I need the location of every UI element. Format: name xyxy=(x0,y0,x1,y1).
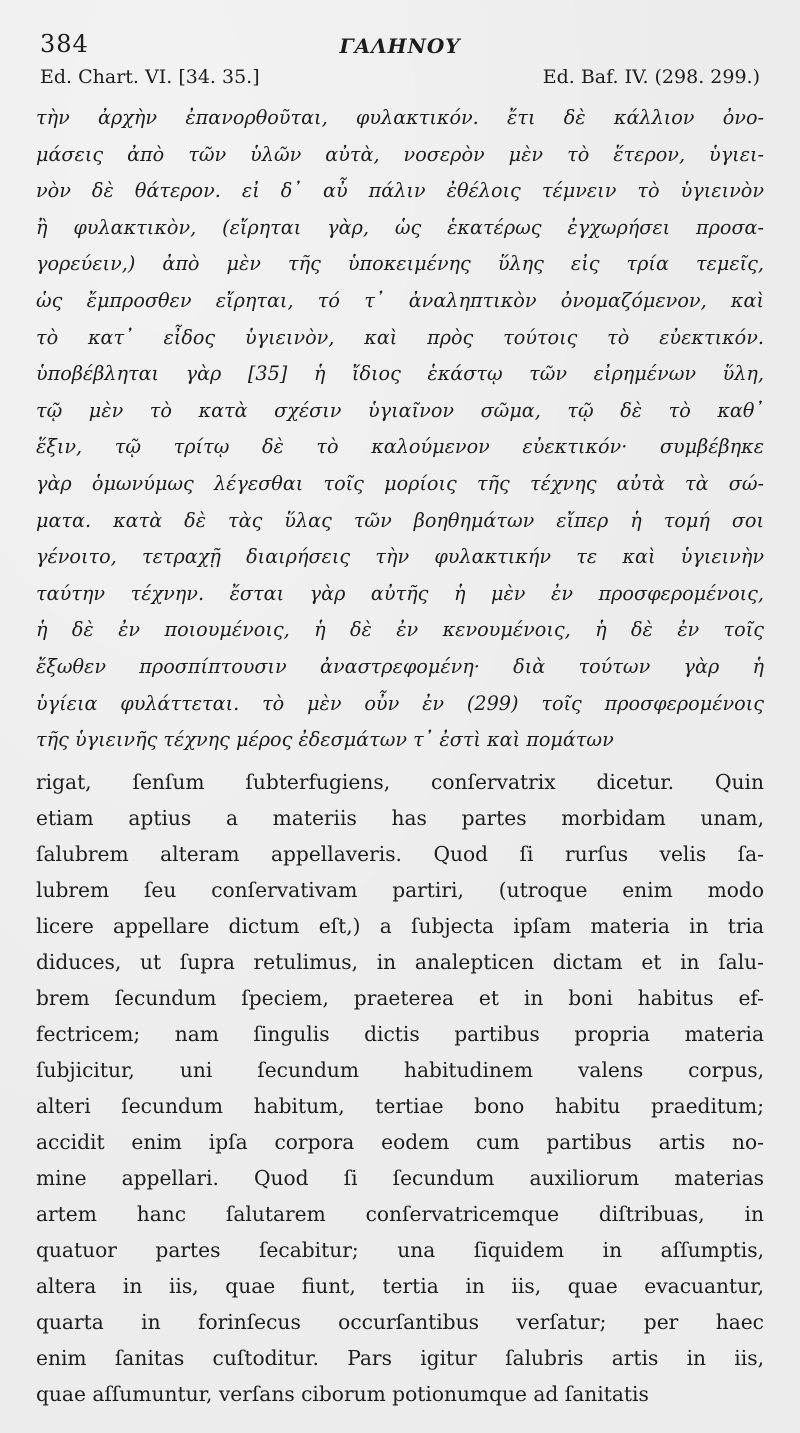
latin-line: licere appellare dictum eſt,) a ſubjecta ipſam materia in tria xyxy=(36,914,764,938)
latin-text-block xyxy=(36,764,764,1412)
latin-line: accidit enim ipſa corpora eodem cum partibus artis no- xyxy=(36,1130,764,1154)
latin-line: quarta in forinſecus occurſantibus verſatur; per haec xyxy=(36,1310,764,1334)
latin-line: altera in iis, quae fiunt, tertia in iis, quae evacuantur, xyxy=(36,1274,764,1298)
greek-line: ὑποβέβληται γὰρ [35] ἡ ἴδιος ἑκάστῳ τῶν εἰρημένων ὕλη, xyxy=(36,362,764,386)
edition-reference-right: Ed. Baf. IV. (298. 299.) xyxy=(542,66,760,88)
latin-line: diduces, ut ſupra retulimus, in analepticen dictam et in ſalu- xyxy=(36,950,764,974)
latin-line: ſubjicitur, uni ſecundum habitudinem valens corpus, xyxy=(36,1058,764,1082)
greek-line: γὰρ ὁμωνύμως λέγεσθαι τοῖς μορίοις τῆς τέχνης αὐτὰ τὰ σώ- xyxy=(36,471,764,495)
greek-line: ἡ δὲ ἐν ποιουμένοις, ἡ δὲ ἐν κενουμένοις, ἡ δὲ ἐν τοῖς xyxy=(36,618,764,642)
latin-line: lubrem ſeu conſervativam partiri, (utroque enim modo xyxy=(36,878,764,902)
greek-line: ὑγίεια φυλάττεται. τὸ μὲν οὖν ἐν (299) τοῖς προσφερομένοις xyxy=(36,691,764,715)
latin-line: mine appellari. Quod ſi ſecundum auxiliorum materias xyxy=(36,1166,764,1190)
latin-line: brem ſecundum ſpeciem, praeterea et in boni habitus ef- xyxy=(36,986,764,1010)
latin-line: alteri ſecundum habitum, tertiae bono habitu praeditum; xyxy=(36,1094,764,1118)
latin-line: quae aſſumuntur, verſans ciborum potionumque ad ſanitatis xyxy=(36,1382,649,1406)
page-header xyxy=(36,28,764,66)
running-title: ΓΑΛΗΝΟΥ xyxy=(339,34,461,58)
greek-text-block xyxy=(36,100,764,759)
greek-line: τὴν ἀρχὴν ἐπανορθοῦται, φυλακτικόν. ἔτι δὲ κάλλιον ὀνο- xyxy=(36,106,764,129)
greek-line: ματα. κατὰ δὲ τὰς ὕλας τῶν βοηθημάτων εἴπερ ἡ τομή σοι xyxy=(36,508,764,532)
edition-reference-left: Ed. Chart. VI. [34. 35.] xyxy=(40,66,260,88)
page-number: 384 xyxy=(40,30,89,58)
greek-line: νὸν δὲ θάτερον. εἰ δ᾽ αὖ πάλιν ἐθέλοις τέμνειν τὸ ὑγιεινὸν xyxy=(36,179,764,203)
latin-line: fectricem; nam ſingulis dictis partibus propria materia xyxy=(36,1022,764,1046)
latin-line: quatuor partes ſecabitur; una ſiquidem in aſſumptis, xyxy=(36,1238,764,1262)
latin-line: rigat, ſenſum ſubterfugiens, conſervatrix dicetur. Quin xyxy=(36,770,764,794)
latin-line: enim ſanitas cuſtoditur. Pars igitur ſalubris artis in iis, xyxy=(36,1346,764,1370)
greek-line: ταύτην τέχνην. ἔσται γὰρ αὐτῆς ἡ μὲν ἐν προσφερομένοις, xyxy=(36,581,764,605)
greek-line: ὡς ἔμπροσθεν εἴρηται, τό τ᾽ ἀναληπτικὸν ὀνομαζόμενον, καὶ xyxy=(36,288,764,312)
greek-line: ἔξωθεν προσπίπτουσιν ἀναστρεφομένη· διὰ τούτων γὰρ ἡ xyxy=(36,654,764,678)
greek-line: μάσεις ἀπὸ τῶν ὑλῶν αὐτὰ, νοσερὸν μὲν τὸ ἕτερον, ὑγιει- xyxy=(36,142,764,166)
latin-line: etiam aptius a materiis has partes morbidam unam, xyxy=(36,806,764,830)
latin-line: artem hanc ſalutarem conſervatricemque diſtribuas, in xyxy=(36,1202,764,1226)
greek-line: γένοιτο, τετραχῇ διαιρήσεις τὴν φυλακτικήν τε καὶ ὑγιεινὴν xyxy=(36,545,764,569)
greek-line: ἕξιν, τῷ τρίτῳ δὲ τὸ καλούμενον εὐεκτικόν· συμβέβηκε xyxy=(36,435,764,459)
greek-line: ἢ φυλακτικὸν, (εἴρηται γὰρ, ὡς ἑκατέρως ἐγχωρήσει προσα- xyxy=(36,215,764,239)
greek-line: τὸ κατ᾽ εἶδος ὑγιεινὸν, καὶ πρὸς τούτοις τὸ εὐεκτικόν. xyxy=(36,325,764,349)
greek-line: τῷ μὲν τὸ κατὰ σχέσιν ὑγιαῖνον σῶμα, τῷ δὲ τὸ καθ᾽ xyxy=(36,398,764,422)
latin-line: ſalubrem alteram appellaveris. Quod ſi rurſus velis ſa- xyxy=(36,842,764,866)
edition-references xyxy=(36,66,764,96)
greek-line: τῆς ὑγιεινῆς τέχνης μέρος ἐδεσμάτων τ᾽ ἐστὶ καὶ πομάτων xyxy=(36,728,614,752)
greek-line: γορεύειν,) ἀπὸ μὲν τῆς ὑποκειμένης ὕλης εἰς τρία τεμεῖς, xyxy=(36,252,764,276)
